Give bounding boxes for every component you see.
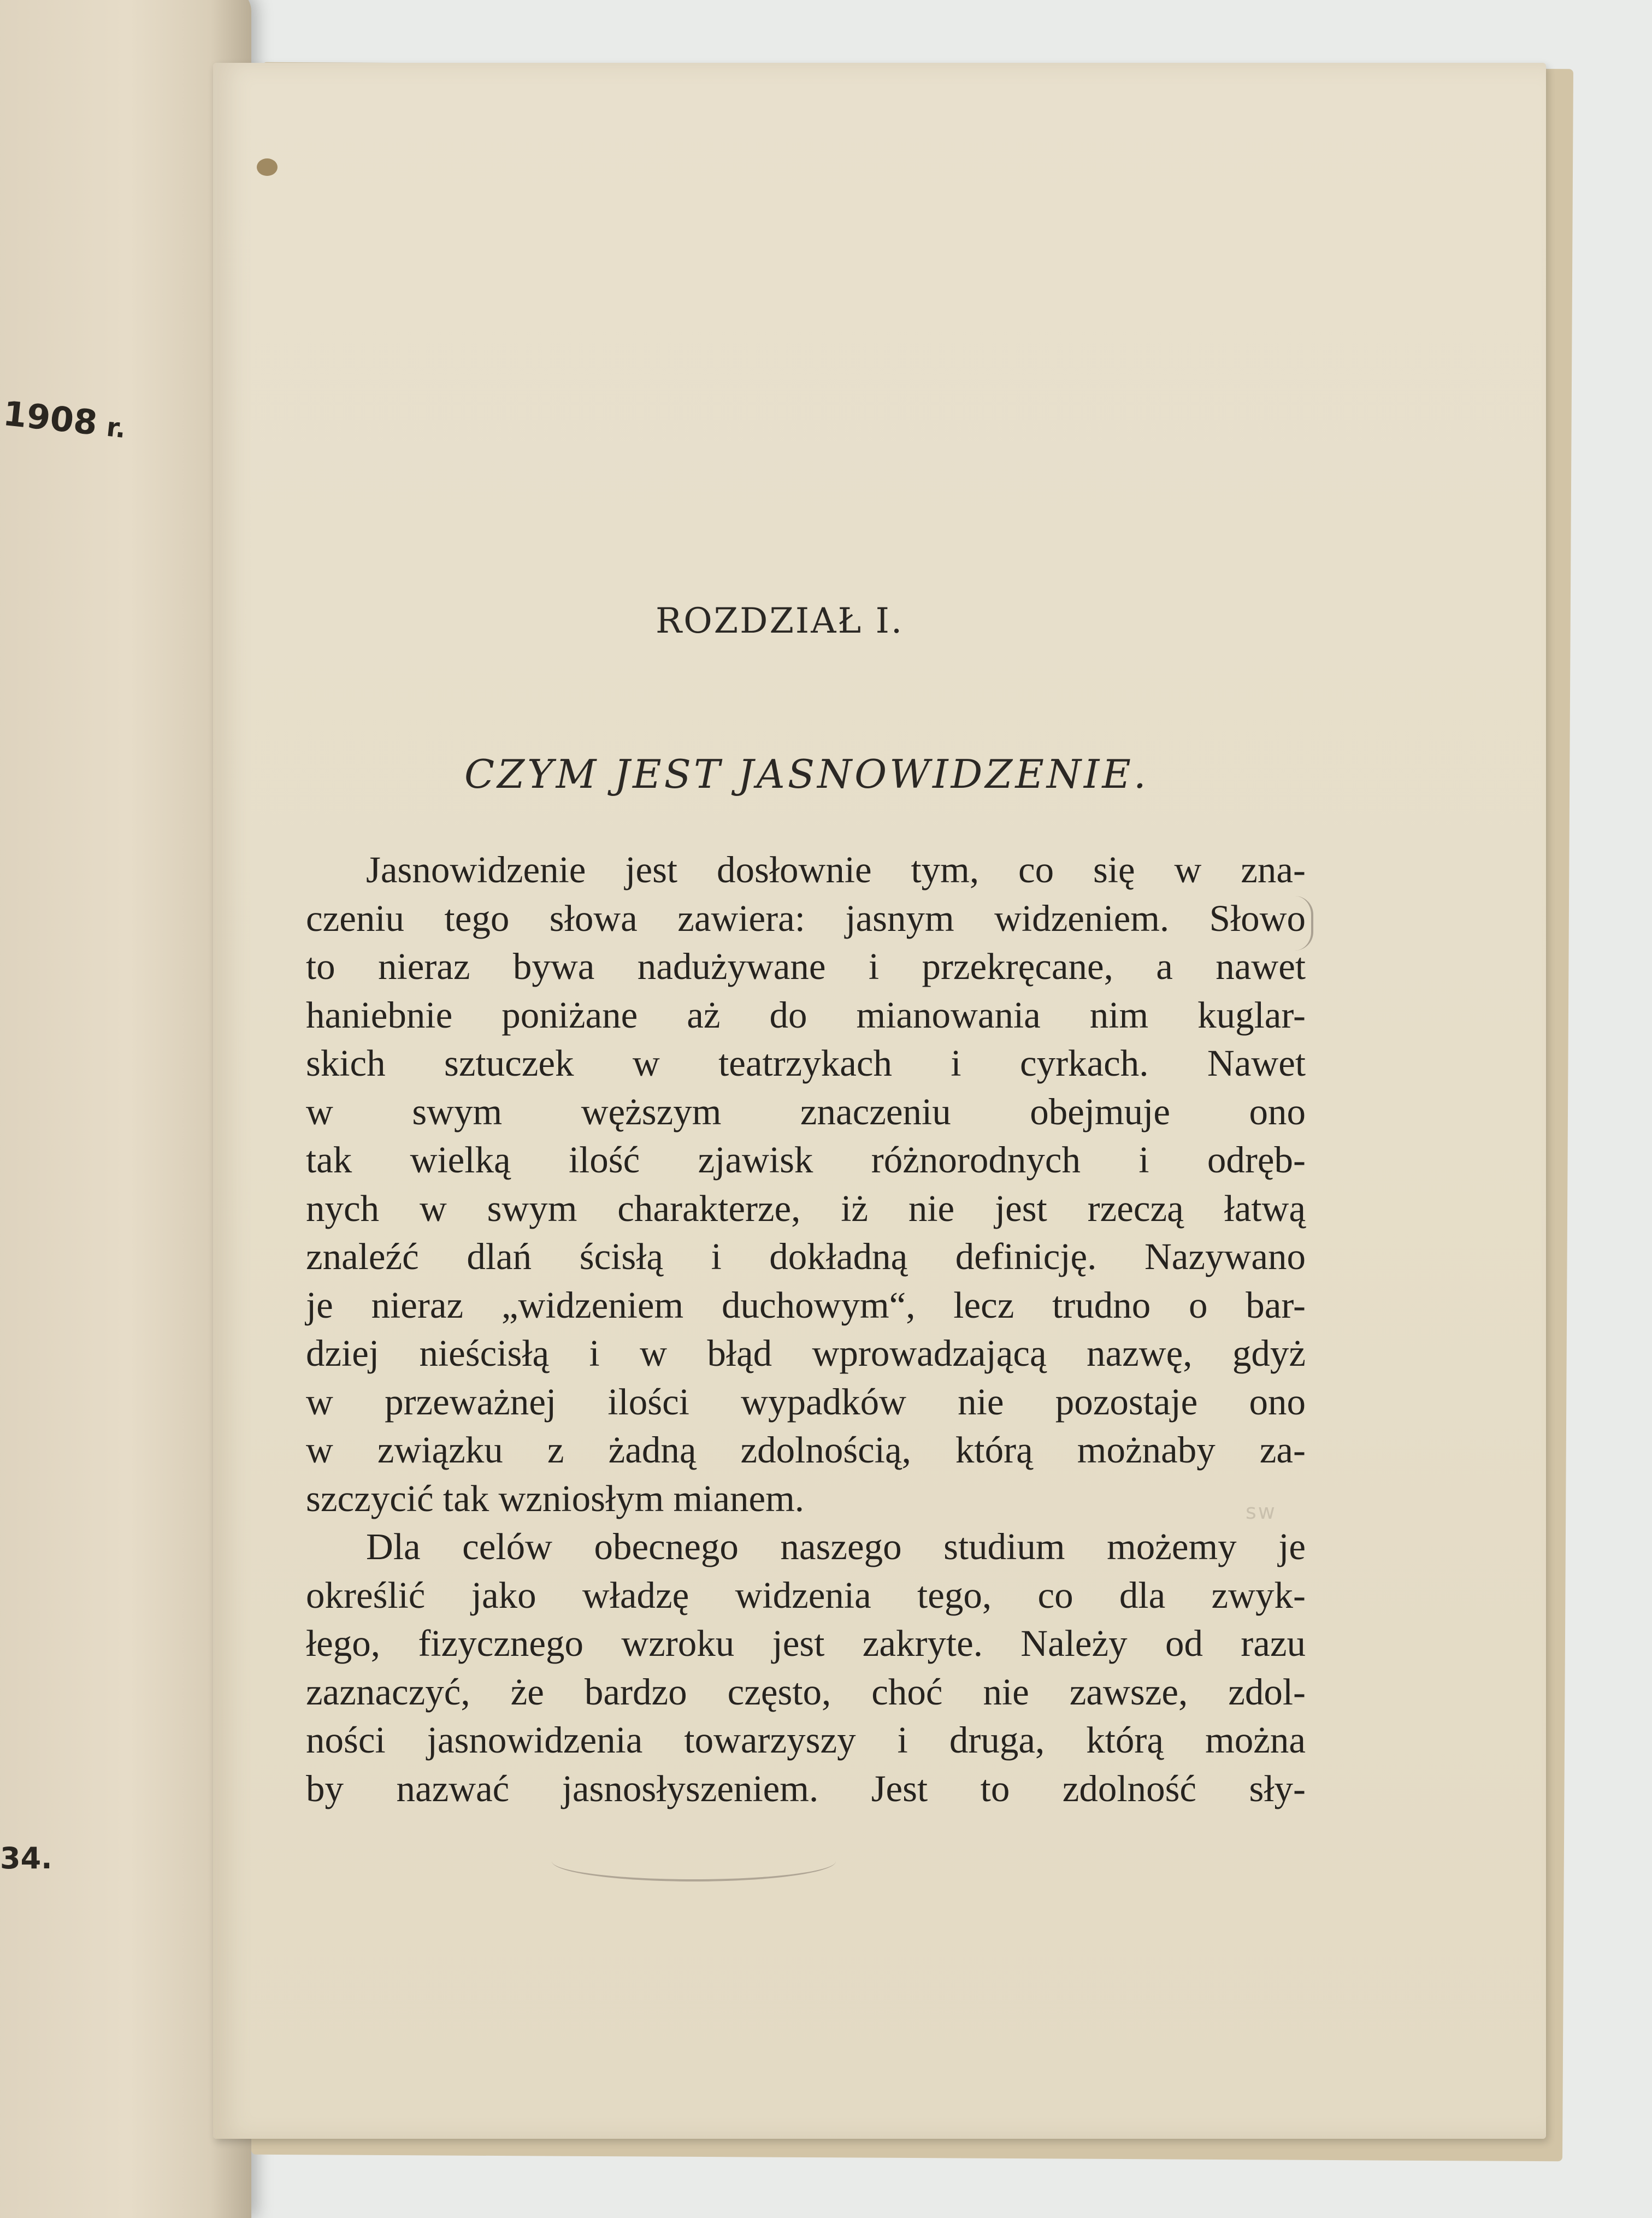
text-line: je nieraz „widzeniem duchowym“, lecz trudno o bar-: [306, 1284, 1306, 1326]
paragraph: [306, 1523, 1306, 1813]
text-line: skich sztuczek w teatrzykach i cyrkach. Nawet: [306, 1042, 1306, 1084]
text-line: czeniu tego słowa zawiera: jasnym widzeniem. Słowo: [306, 897, 1306, 939]
text-line: w swym węższym znaczeniu obejmuje ono: [306, 1090, 1306, 1132]
text-line: w przeważnej ilości wypadków nie pozostaje ono: [306, 1381, 1306, 1423]
year-suffix: r.: [105, 411, 127, 445]
chapter-heading: ROZDZIAŁ I.: [656, 601, 904, 641]
text-line: określić jako władzę widzenia tego, co dla zwyk-: [306, 1574, 1306, 1616]
text-line: znaleźć dlań ścisłą i dokładną definicję. Nazywano: [306, 1236, 1306, 1277]
year-value: 1908: [1, 393, 99, 443]
text-line: zaznaczyć, że bardzo często, choć nie zawsze, zdol-: [306, 1671, 1306, 1713]
text-line: Dla celów obecnego naszego studium możemy je: [366, 1526, 1306, 1567]
text-line: szczycić tak wzniosłym mianem.: [306, 1477, 805, 1519]
text-line: tak wielką ilość zjawisk różnorodnych i odręb-: [306, 1139, 1306, 1181]
chapter-title: CZYM JEST JASNOWIDZENIE.: [464, 751, 1149, 797]
text-line: nych w swym charakterze, iż nie jest rzeczą łatwą: [306, 1187, 1306, 1229]
text-line: ności jasnowidzenia towarzyszy i druga, którą można: [306, 1719, 1306, 1761]
bleed-through-text: sw: [1246, 1500, 1277, 1524]
text-line: to nieraz bywa nadużywane i przekręcane, a nawet: [306, 946, 1306, 987]
text-line: Jasnowidzenie jest dosłownie tym, co się w zna-: [366, 849, 1306, 890]
body-text: [306, 846, 1306, 1813]
text-line: haniebnie poniżane aż do mianowania nim kuglar-: [306, 994, 1306, 1036]
left-page-number: 34.: [0, 1841, 52, 1875]
text-line: łego, fizycznego wzroku jest zakryte. Należy od razu: [306, 1623, 1306, 1664]
text-line: by nazwać jasnosłyszeniem. Jest to zdolność sły-: [306, 1767, 1306, 1809]
paragraph: [306, 846, 1306, 1523]
pencil-underline-mark: [552, 1841, 836, 1881]
paper-stain: [257, 158, 278, 176]
text-line: w związku z żadną zdolnością, którą możnaby za-: [306, 1429, 1306, 1471]
text-line: dziej nieścisłą i w błąd wprowadzającą nazwę, gdyż: [306, 1332, 1306, 1374]
left-page-year: [1, 393, 128, 446]
